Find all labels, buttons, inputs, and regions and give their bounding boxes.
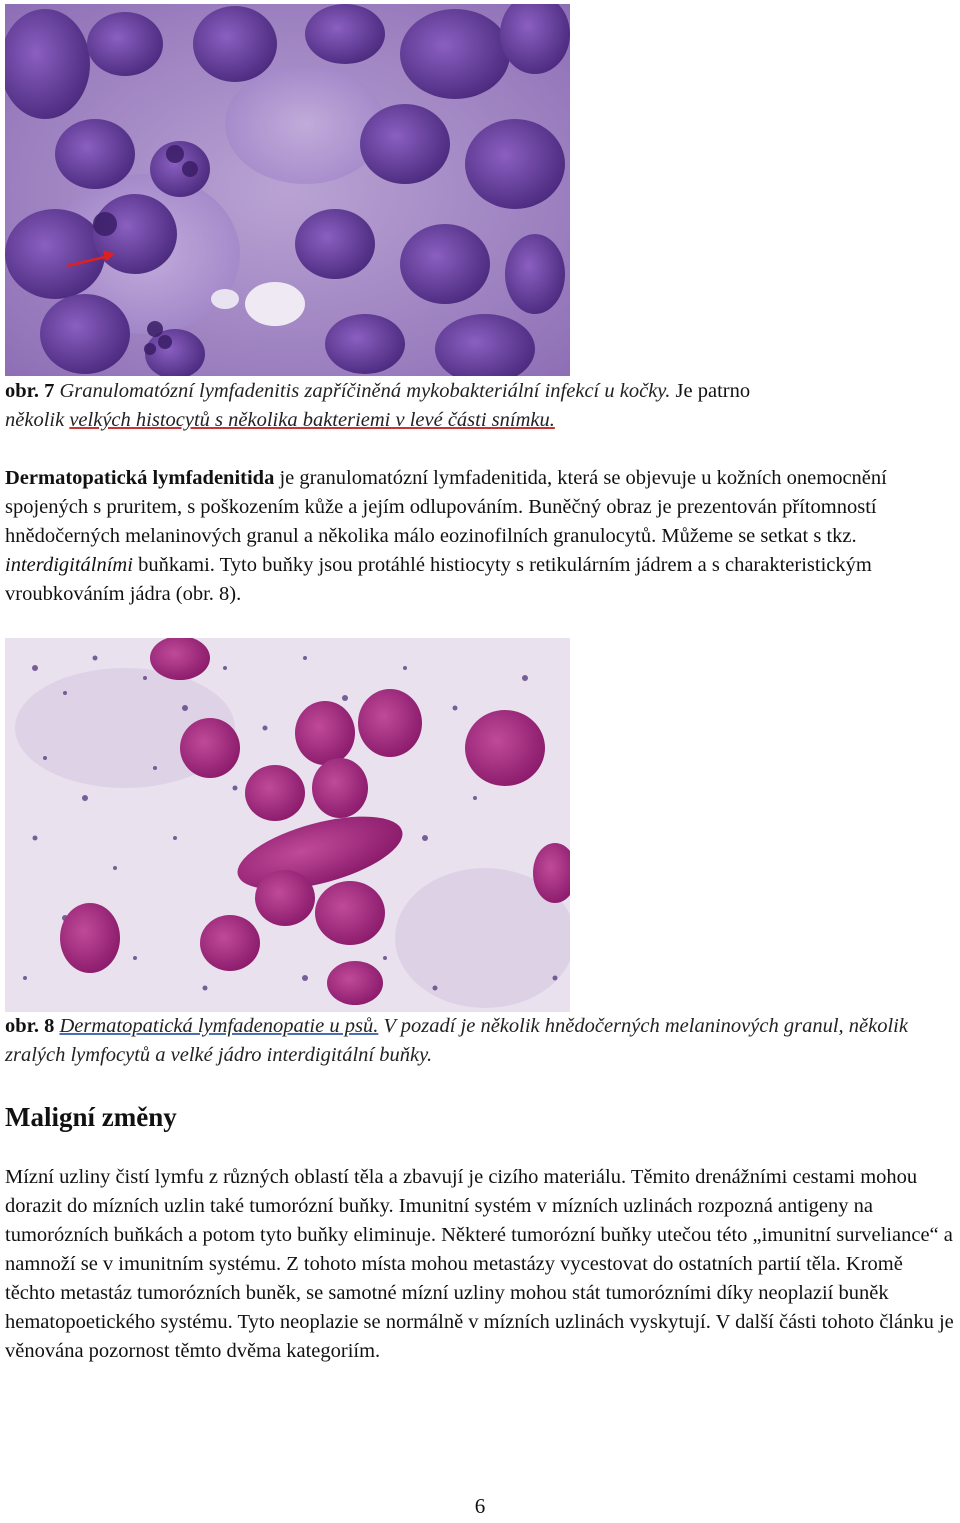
- figure-8-micrograph: [5, 638, 570, 1012]
- malignant-changes-paragraph: Mízní uzliny čistí lymfu z různých oblastí těla a zbavují je cizího materiálu. Těmito drenážními cestami mohou dorazit do mízních uzlin také tumorózní buňky. Imunitní systém v mízních uzlinách rozpozná antigeny na tumorózních buňkách a potom tyto buňky eliminuje. Některé tumorózní buňky utečou této „imunitní surveliance“ a namnoží se v imunitním systému. Z tohoto místa mohou metastázy vycestovat do ostatních partií těla. Kromě těchto metastáz tumorózních buněk, se samotné mízní uzliny mohou stát tumorózními díky neoplazií buněk hematopoetického systému. Tyto neoplazie se normálně v mízních uzlinách vyskytují. V další části tohoto článku je věnována pozornost těmto dvěma kategoriím.: [5, 1166, 954, 1362]
- figure-7-caption-plain: Je patrno: [675, 380, 751, 402]
- dermatopathic-text-b: buňkami. Tyto buňky jsou protáhlé histiocyty s retikulárním jádrem a s charakteristickým vroubkováním jádra (obr. 8).: [5, 554, 872, 605]
- figure-7-caption-line2a: několik: [5, 409, 70, 431]
- dermatopathic-term: Dermatopatická lymfadenitida: [5, 467, 275, 489]
- dermatopathic-paragraph: [5, 464, 957, 609]
- interdigital-term: interdigitálními: [5, 554, 133, 576]
- figure-7-image: [5, 4, 570, 376]
- figure-7-caption-text: Granulomatózní lymfadenitis zapříčiněná mykobakteriální infekcí u kočky.: [59, 380, 671, 402]
- page-number: 6: [474, 1494, 486, 1518]
- figure-8-label: obr. 8: [5, 1015, 55, 1037]
- figure-7-caption-underlined: velkých histocytů s několika bakteriemi v levé části snímku.: [69, 409, 555, 431]
- figure-8-caption: [5, 1012, 957, 1070]
- figure-8-caption-text: Dermatopatická lymfadenopatie u psů.: [59, 1015, 379, 1037]
- malignant-changes-heading: Maligní změny: [5, 1102, 177, 1132]
- figure-7-micrograph: [5, 4, 570, 376]
- figure-8-caption-rest: V pozadí je několik hnědočerných melaninových granul, několik zralých lymfocytů a velké jádro interdigitální buňky.: [5, 1015, 908, 1066]
- dermatopathic-text-a: je granulomatózní lymfadenitida, která se objevuje u kožních onemocnění spojených s pruritem, s poškozením kůže a jejím odlupováním. Buněčný obraz je prezentován přítomností hnědočerných melaninových granul a několika málo eozinofilních granulocytů. Můžeme se setkat s tkz.: [5, 467, 887, 547]
- figure-7-caption: [5, 377, 957, 435]
- figure-7-label: obr. 7: [5, 380, 55, 402]
- figure-8-image: [5, 638, 570, 1012]
